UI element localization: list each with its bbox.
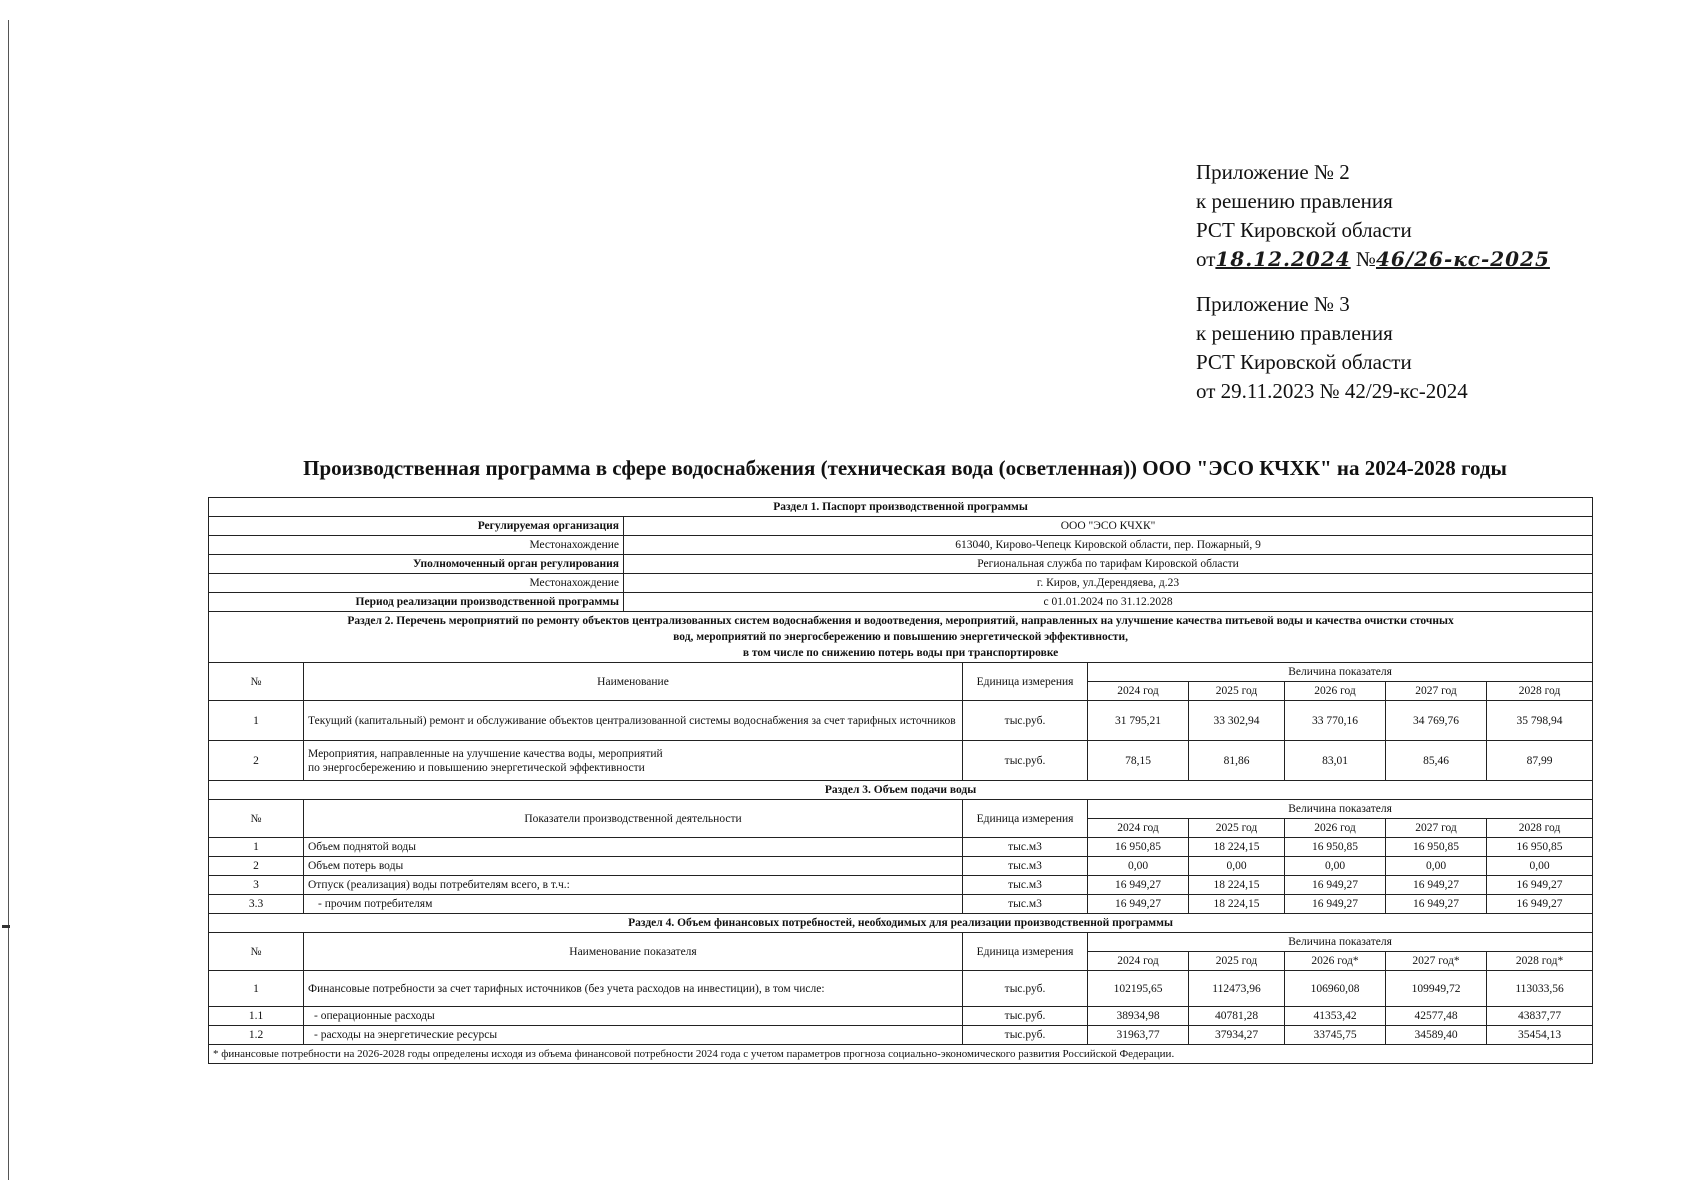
row-no: 2 xyxy=(209,857,304,876)
section4-col-header-row xyxy=(209,933,1593,952)
row-value: 34 769,76 xyxy=(1386,701,1487,741)
row-unit: тыс.руб. xyxy=(963,741,1088,781)
row-value: 16 950,85 xyxy=(1285,838,1386,857)
section2-col-header-row xyxy=(209,663,1593,682)
row-unit: тыс.м3 xyxy=(963,895,1088,914)
passport-label: Местонахождение xyxy=(209,574,624,593)
row-value: 106960,08 xyxy=(1285,971,1386,1007)
passport-value: ООО "ЭСО КЧХК" xyxy=(624,517,1593,536)
row-value: 16 949,27 xyxy=(1285,895,1386,914)
row-unit: тыс.м3 xyxy=(963,857,1088,876)
passport-row xyxy=(209,593,1593,612)
attachment-3-line3: РСТ Кировской области xyxy=(1196,350,1412,374)
col-header-unit: Единица измерения xyxy=(963,800,1088,838)
table-row xyxy=(209,1026,1593,1045)
year-header: 2028 год xyxy=(1487,682,1593,701)
attachment-2-block xyxy=(1196,158,1550,274)
col-header-name: Показатели производственной деятельности xyxy=(304,800,963,838)
col-header-unit: Единица измерения xyxy=(963,663,1088,701)
row-value: 0,00 xyxy=(1487,857,1593,876)
year-header: 2025 год xyxy=(1189,952,1285,971)
row-name xyxy=(304,741,963,781)
row-name: Объем поднятой воды xyxy=(304,838,963,857)
attachment-3-line1: Приложение № 3 xyxy=(1196,292,1350,316)
row-value: 41353,42 xyxy=(1285,1007,1386,1026)
table-row xyxy=(209,838,1593,857)
table-row xyxy=(209,701,1593,741)
footnote-row xyxy=(209,1045,1593,1064)
row-value: 83,01 xyxy=(1285,741,1386,781)
passport-row xyxy=(209,574,1593,593)
row-value: 16 949,27 xyxy=(1285,876,1386,895)
row-value: 33 302,94 xyxy=(1189,701,1285,741)
row-value: 109949,72 xyxy=(1386,971,1487,1007)
passport-label: Местонахождение xyxy=(209,536,624,555)
attachment-3-block xyxy=(1196,290,1468,406)
row-name: Отпуск (реализация) воды потребителям всего, в т.ч.: xyxy=(304,876,963,895)
year-header: 2027 год xyxy=(1386,819,1487,838)
row-name: Объем потерь воды xyxy=(304,857,963,876)
row-value: 78,15 xyxy=(1088,741,1189,781)
section2-header-row xyxy=(209,612,1593,663)
col-header-no: № xyxy=(209,933,304,971)
row-value: 33 770,16 xyxy=(1285,701,1386,741)
row-name-text: - прочим потребителям xyxy=(318,898,433,910)
page-margin-line xyxy=(8,20,9,1180)
row-unit: тыс.руб. xyxy=(963,1007,1088,1026)
row-no: 1.2 xyxy=(209,1026,304,1045)
section1-header-row xyxy=(209,498,1593,517)
row-name-text: - расходы на энергетические ресурсы xyxy=(314,1029,498,1041)
col-header-no: № xyxy=(209,663,304,701)
attachment-2-line1: Приложение № 2 xyxy=(1196,160,1350,184)
passport-label: Период реализации производственной программы xyxy=(209,593,624,612)
passport-value: 613040, Кирово-Чепецк Кировской области, пер. Пожарный, 9 xyxy=(624,536,1593,555)
attachment-2-num-label: № xyxy=(1355,247,1376,271)
row-name-line1: Мероприятия, направленные на улучшение качества воды, мероприятий xyxy=(308,747,663,760)
row-no: 1 xyxy=(209,701,304,741)
table-row xyxy=(209,741,1593,781)
row-value: 0,00 xyxy=(1088,857,1189,876)
row-value: 33745,75 xyxy=(1285,1026,1386,1045)
row-unit: тыс.м3 xyxy=(963,876,1088,895)
section3-header: Раздел 3. Объем подачи воды xyxy=(209,781,1593,800)
attachment-3-line2: к решению правления xyxy=(1196,321,1393,345)
row-value: 42577,48 xyxy=(1386,1007,1487,1026)
col-header-value: Величина показателя xyxy=(1088,933,1593,952)
row-value: 34589,40 xyxy=(1386,1026,1487,1045)
row-unit: тыс.руб. xyxy=(963,701,1088,741)
attachment-3-line4: от 29.11.2023 № 42/29-кс-2024 xyxy=(1196,379,1468,403)
passport-label: Регулируемая организация xyxy=(209,517,624,536)
row-no: 1 xyxy=(209,838,304,857)
row-value: 18 224,15 xyxy=(1189,876,1285,895)
section3-header-row xyxy=(209,781,1593,800)
row-value: 31 795,21 xyxy=(1088,701,1189,741)
row-unit: тыс.руб. xyxy=(963,971,1088,1007)
section2-header xyxy=(209,612,1593,663)
table-row xyxy=(209,895,1593,914)
row-value: 35 798,94 xyxy=(1487,701,1593,741)
row-no: 1 xyxy=(209,971,304,1007)
table-row xyxy=(209,876,1593,895)
row-unit: тыс.руб. xyxy=(963,1026,1088,1045)
col-header-unit: Единица измерения xyxy=(963,933,1088,971)
passport-label: Уполномоченный орган регулирования xyxy=(209,555,624,574)
table-row xyxy=(209,1007,1593,1026)
passport-row xyxy=(209,536,1593,555)
row-value: 16 949,27 xyxy=(1088,876,1189,895)
section2-header-line2: вод, мероприятий по энергосбережению и повышению энергетической эффективности, xyxy=(673,631,1128,643)
row-value: 113033,56 xyxy=(1487,971,1593,1007)
row-value: 18 224,15 xyxy=(1189,895,1285,914)
document-title: Производственная программа в сфере водоснабжения (техническая вода (осветленная)) ООО "ЭСО КЧХК" на 2024-2028 годы xyxy=(303,456,1507,480)
year-header: 2024 год xyxy=(1088,952,1189,971)
row-value: 16 950,85 xyxy=(1088,838,1189,857)
row-value: 43837,77 xyxy=(1487,1007,1593,1026)
row-value: 16 949,27 xyxy=(1487,876,1593,895)
col-header-value: Величина показателя xyxy=(1088,800,1593,819)
row-no: 3.3 xyxy=(209,895,304,914)
col-header-no: № xyxy=(209,800,304,838)
section4-header-row xyxy=(209,914,1593,933)
handwritten-number: 46/26-кс-2025 xyxy=(1375,247,1550,271)
passport-row xyxy=(209,555,1593,574)
year-header: 2024 год xyxy=(1088,682,1189,701)
year-header: 2027 год xyxy=(1386,682,1487,701)
margin-tick-mark xyxy=(2,925,10,928)
row-value: 81,86 xyxy=(1189,741,1285,781)
row-value: 40781,28 xyxy=(1189,1007,1285,1026)
year-header: 2026 год* xyxy=(1285,952,1386,971)
attachment-2-line2: к решению правления xyxy=(1196,189,1393,213)
row-value: 16 949,27 xyxy=(1487,895,1593,914)
row-name-line2: по энергосбережению и повышению энергетической эффективности xyxy=(308,761,645,774)
row-name: Текущий (капитальный) ремонт и обслуживание объектов централизованной системы водоснабжения за счет тарифных источников xyxy=(304,701,963,741)
production-program-grid xyxy=(208,497,1593,1064)
row-name-text: - операционные расходы xyxy=(314,1010,435,1022)
row-value: 35454,13 xyxy=(1487,1026,1593,1045)
passport-value: Региональная служба по тарифам Кировской области xyxy=(624,555,1593,574)
row-value: 16 949,27 xyxy=(1386,895,1487,914)
row-value: 16 949,27 xyxy=(1386,876,1487,895)
row-no: 1.1 xyxy=(209,1007,304,1026)
row-name xyxy=(304,1026,963,1045)
attachment-2-line4 xyxy=(1196,245,1550,274)
section1-header: Раздел 1. Паспорт производственной программы xyxy=(209,498,1593,517)
row-value: 0,00 xyxy=(1285,857,1386,876)
row-value: 16 949,27 xyxy=(1088,895,1189,914)
section2-header-line1: Раздел 2. Перечень мероприятий по ремонту объектов централизованных систем водоснабжения и водоотведения, мероприятий, направленных на улучшение качества питьевой воды и качества очистки сточных xyxy=(347,615,1454,627)
passport-value: с 01.01.2024 по 31.12.2028 xyxy=(624,593,1593,612)
row-value: 85,46 xyxy=(1386,741,1487,781)
table-row xyxy=(209,971,1593,1007)
row-value: 0,00 xyxy=(1386,857,1487,876)
row-value: 87,99 xyxy=(1487,741,1593,781)
col-header-name: Наименование xyxy=(304,663,963,701)
year-header: 2026 год xyxy=(1285,819,1386,838)
row-value: 18 224,15 xyxy=(1189,838,1285,857)
row-no: 2 xyxy=(209,741,304,781)
row-value: 16 950,85 xyxy=(1386,838,1487,857)
table-row xyxy=(209,857,1593,876)
row-no: 3 xyxy=(209,876,304,895)
section2-header-line3: в том числе по снижению потерь воды при транспортировке xyxy=(742,647,1059,659)
year-header: 2028 год xyxy=(1487,819,1593,838)
attachment-2-line3: РСТ Кировской области xyxy=(1196,218,1412,242)
year-header: 2025 год xyxy=(1189,819,1285,838)
row-value: 31963,77 xyxy=(1088,1026,1189,1045)
row-value: 102195,65 xyxy=(1088,971,1189,1007)
row-value: 38934,98 xyxy=(1088,1007,1189,1026)
year-header: 2026 год xyxy=(1285,682,1386,701)
passport-row xyxy=(209,517,1593,536)
year-header: 2028 год* xyxy=(1487,952,1593,971)
row-name xyxy=(304,895,963,914)
row-name xyxy=(304,1007,963,1026)
year-header: 2024 год xyxy=(1088,819,1189,838)
year-header: 2027 год* xyxy=(1386,952,1487,971)
year-header: 2025 год xyxy=(1189,682,1285,701)
section4-header: Раздел 4. Объем финансовых потребностей, необходимых для реализации производственной программы xyxy=(209,914,1593,933)
handwritten-date: 18.12.2024 xyxy=(1215,247,1351,271)
passport-value: г. Киров, ул.Дерендяева, д.23 xyxy=(624,574,1593,593)
row-value: 112473,96 xyxy=(1189,971,1285,1007)
col-header-value: Величина показателя xyxy=(1088,663,1593,682)
row-name: Финансовые потребности за счет тарифных источников (без учета расходов на инвестиции), в том числе: xyxy=(304,971,963,1007)
row-value: 16 950,85 xyxy=(1487,838,1593,857)
row-value: 37934,27 xyxy=(1189,1026,1285,1045)
footnote: * финансовые потребности на 2026-2028 годы определены исходя из объема финансовой потребности 2024 года с учетом параметров прогноза социально-экономического развития Российской Федерации. xyxy=(209,1045,1593,1064)
row-value: 0,00 xyxy=(1189,857,1285,876)
attachment-2-from: от xyxy=(1196,247,1216,271)
row-unit: тыс.м3 xyxy=(963,838,1088,857)
col-header-name: Наименование показателя xyxy=(304,933,963,971)
section3-col-header-row xyxy=(209,800,1593,819)
